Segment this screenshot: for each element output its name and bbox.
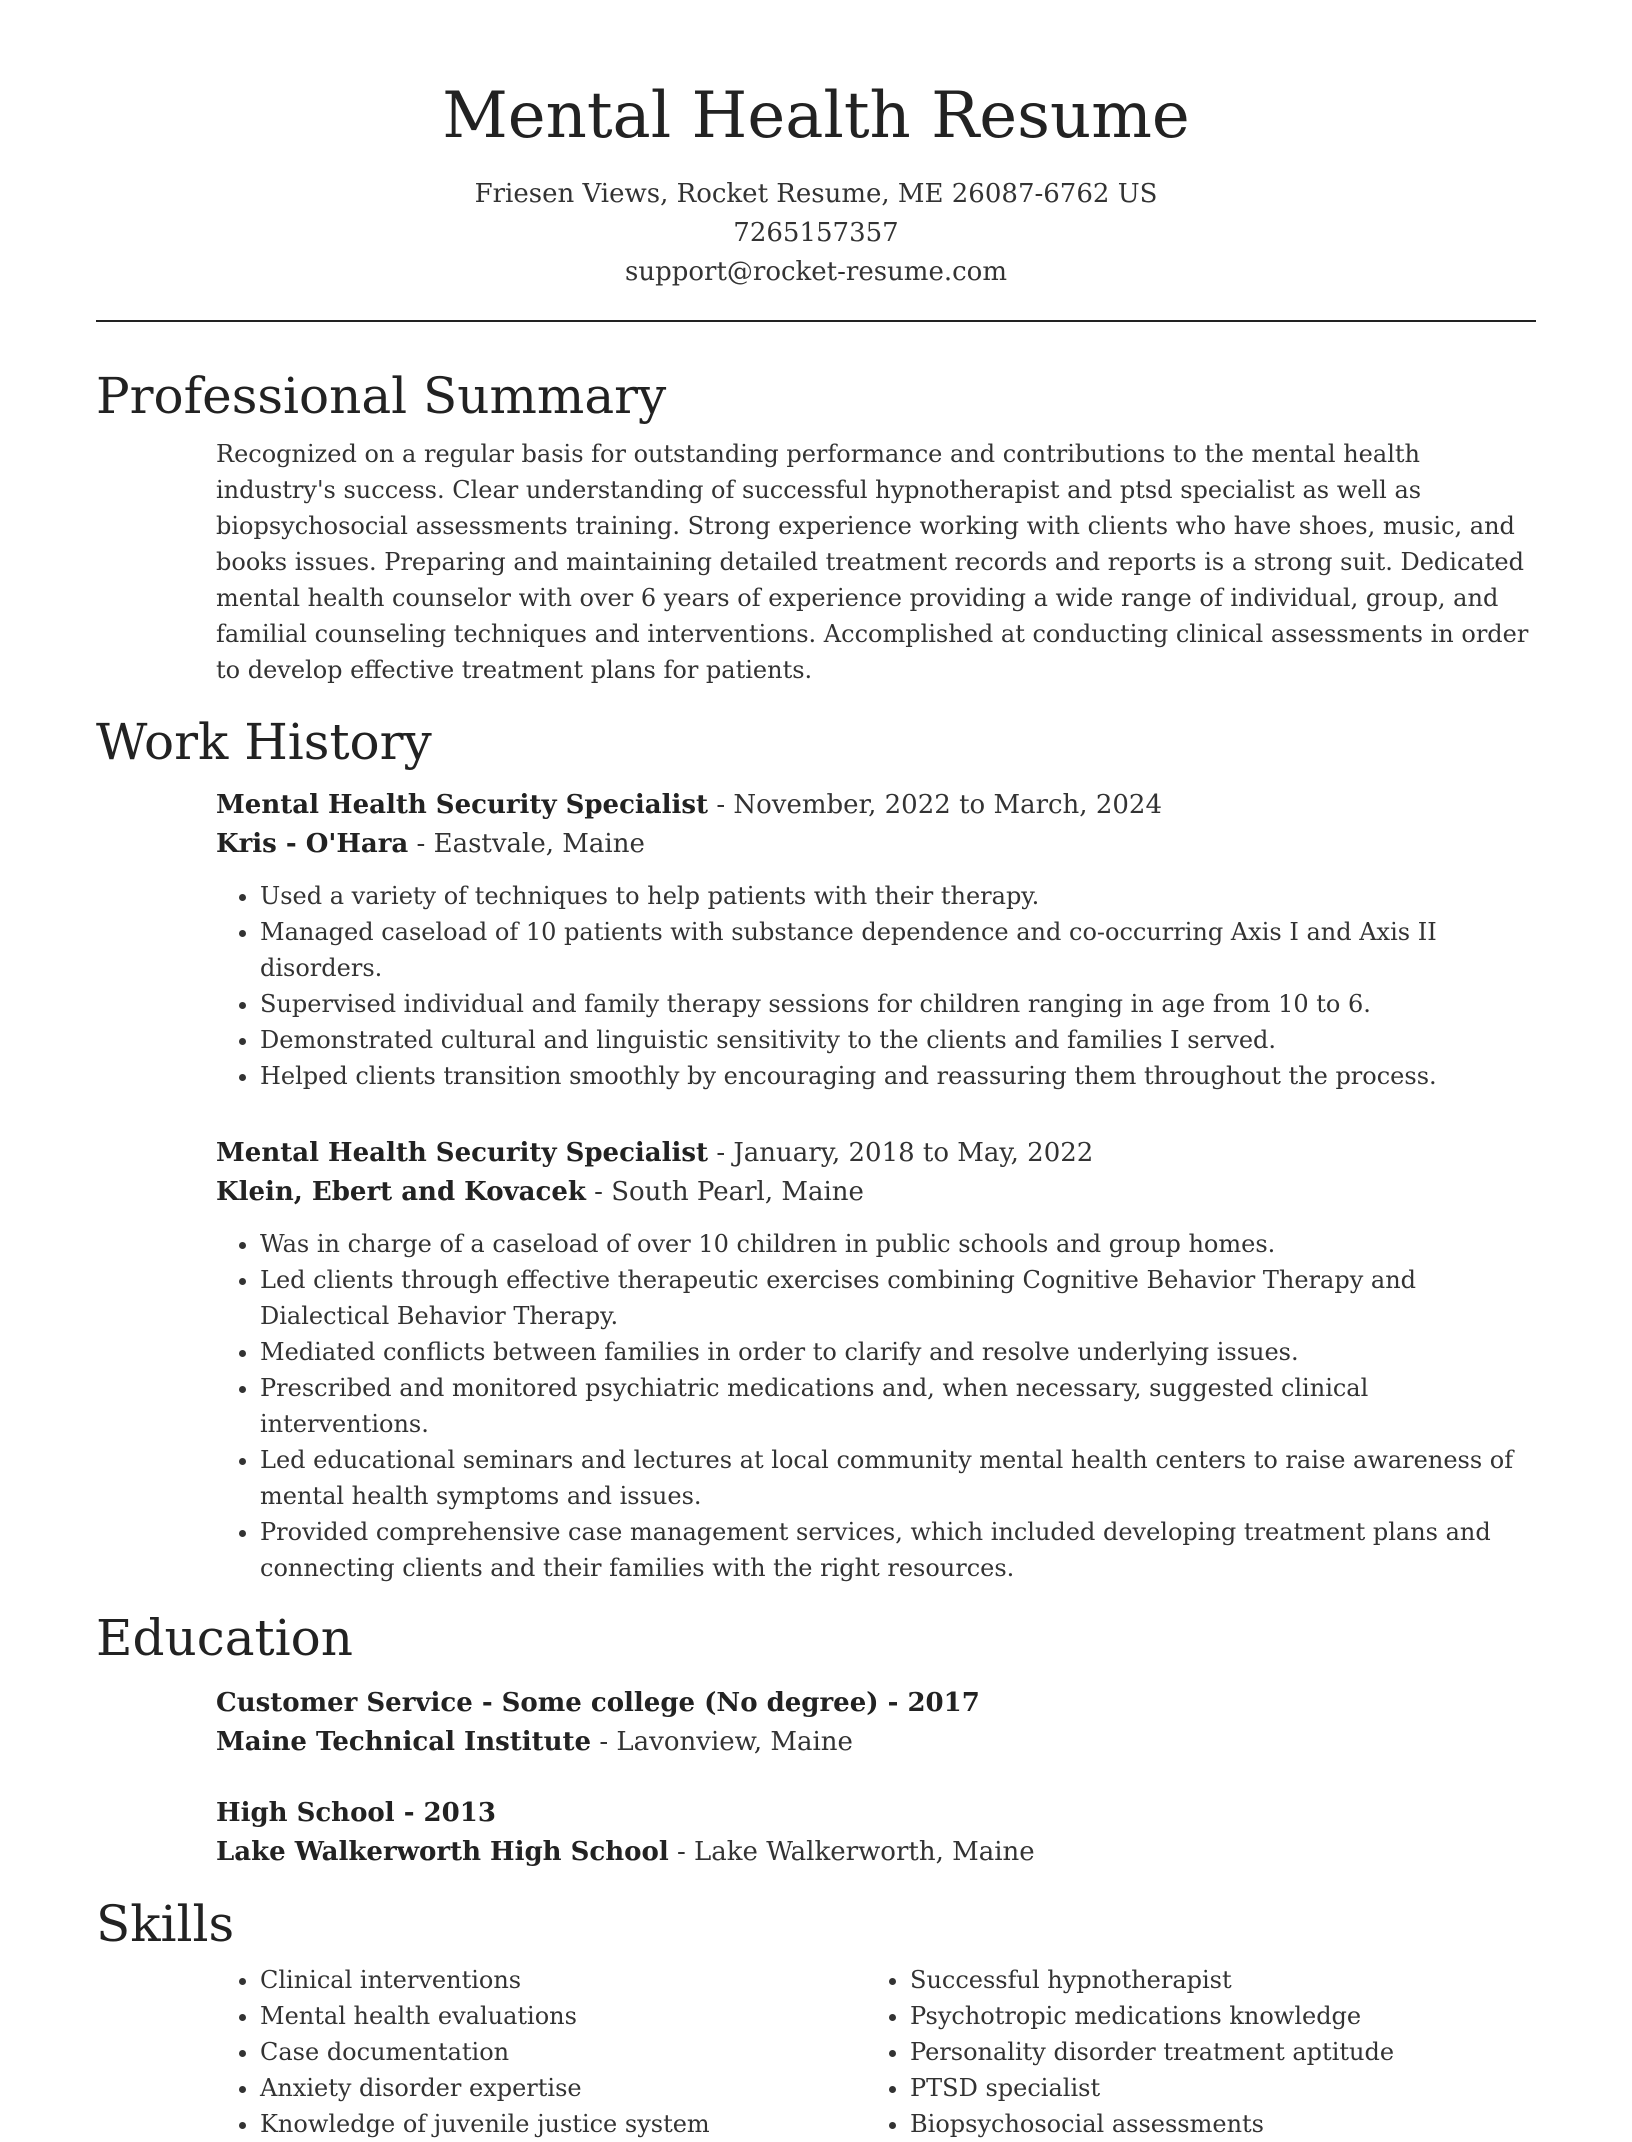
- job-entry: [216, 786, 1536, 1094]
- list-item: • PTSD specialist: [910, 2070, 1516, 2106]
- list-item: • Biopsychosocial assessments: [910, 2106, 1516, 2142]
- list-item: • Used a variety of techniques to help patients with their therapy.: [260, 878, 1536, 914]
- resume-name: Mental Health Resume: [442, 79, 1190, 153]
- job-company: Kris - O'Hara: [216, 828, 409, 859]
- work-history-list: [216, 786, 1536, 1586]
- education-school: Lake Walkerworth High School: [216, 1836, 669, 1867]
- list-item: • Helped clients transition smoothly by encouraging and reassuring them throughout the process.: [260, 1058, 1536, 1094]
- education-location: - Lavonview, Maine: [591, 1726, 853, 1757]
- job-company: Klein, Ebert and Kovacek: [216, 1176, 586, 1207]
- skills-column-right: [866, 1962, 1516, 2142]
- education-school: Maine Technical Institute: [216, 1726, 592, 1757]
- list-item: • Supervised individual and family therapy sessions for children ranging in age from 10 to 6.: [260, 986, 1536, 1022]
- list-item: • Provided comprehensive case management services, which included developing treatment plans and connecting clients and their families with the right resources.: [260, 1514, 1536, 1586]
- list-item: • Mediated conflicts between families in order to clarify and resolve underlying issues.: [260, 1334, 1536, 1370]
- skills-columns: [216, 1962, 1536, 2142]
- section-title-work-history: Work History: [96, 712, 432, 771]
- contact-block: [96, 175, 1536, 292]
- job-role: Mental Health Security Specialist: [216, 789, 709, 820]
- job-bullets: [216, 878, 1536, 1094]
- job-role: Mental Health Security Specialist: [216, 1137, 709, 1168]
- education-entry: [216, 1684, 1536, 1762]
- list-item: • Case documentation: [260, 2034, 866, 2070]
- education-location: - Lake Walkerworth, Maine: [668, 1836, 1035, 1867]
- job-location: - Eastvale, Maine: [408, 828, 645, 859]
- list-item: • Prescribed and monitored psychiatric medications and, when necessary, suggested clinical interventions.: [260, 1370, 1536, 1442]
- education-list: [216, 1684, 1536, 1872]
- job-title-line: [216, 1134, 1536, 1173]
- header-divider: [96, 320, 1536, 322]
- section-title-skills: Skills: [96, 1894, 235, 1953]
- education-school-line: [216, 1723, 1536, 1762]
- job-company-line: [216, 1173, 1536, 1212]
- section-title-education: Education: [96, 1608, 353, 1667]
- list-item: • Was in charge of a caseload of over 10 children in public schools and group homes.: [260, 1226, 1536, 1262]
- job-dates: - January, 2018 to May, 2022: [708, 1137, 1094, 1168]
- job-bullets: [216, 1226, 1536, 1586]
- skills-list-right: [866, 1962, 1516, 2142]
- list-item: • Successful hypnotherapist: [910, 1962, 1516, 1998]
- list-item: • Personality disorder treatment aptitude: [910, 2034, 1516, 2070]
- list-item: • Led educational seminars and lectures at local community mental health centers to raise awareness of mental health symptoms and issues.: [260, 1442, 1536, 1514]
- list-item: • Managed caseload of 10 patients with substance dependence and co-occurring Axis I and Axis II disorders.: [260, 914, 1536, 986]
- job-location: - South Pearl, Maine: [585, 1176, 864, 1207]
- summary-text: Recognized on a regular basis for outstanding performance and contributions to the mental health industry's success. Clear understanding of successful hypnotherapist and ptsd specialist as well as biopsychosocial assessments training. Strong experience working with clients who have shoes, music, and books issues. Preparing and maintaining detailed treatment records and reports is a strong suit. Dedicated mental health counselor with over 6 years of experience providing a wide range of individual, group, and familial counseling techniques and interventions. Accomplished at conducting clinical assessments in order to develop effective treatment plans for patients.: [216, 439, 1529, 684]
- job-entry: [216, 1134, 1536, 1586]
- list-item: • Led clients through effective therapeutic exercises combining Cognitive Behavior Therapy and Dialectical Behavior Therapy.: [260, 1262, 1536, 1334]
- resume-header: [96, 78, 1536, 292]
- list-item: • Demonstrated cultural and linguistic sensitivity to the clients and families I served.: [260, 1022, 1536, 1058]
- skills-list-left: [216, 1962, 866, 2142]
- list-item: • Psychotropic medications knowledge: [910, 1998, 1516, 2034]
- list-item: • Clinical interventions: [260, 1962, 866, 1998]
- list-item: • Anxiety disorder expertise: [260, 2070, 866, 2106]
- job-title-line: [216, 786, 1536, 825]
- contact-email: support@rocket-resume.com: [624, 256, 1007, 287]
- list-item: • Knowledge of juvenile justice system: [260, 2106, 866, 2142]
- contact-phone: 7265157357: [733, 217, 899, 248]
- contact-address: Friesen Views, Rocket Resume, ME 26087-6762 US: [474, 178, 1158, 209]
- education-entry: [216, 1794, 1536, 1872]
- job-dates: - November, 2022 to March, 2024: [708, 789, 1162, 820]
- skills-column-left: [216, 1962, 866, 2142]
- section-title-summary: Professional Summary: [96, 366, 667, 425]
- resume-page: [96, 78, 1536, 2142]
- job-company-line: [216, 825, 1536, 864]
- education-school-line: [216, 1833, 1536, 1872]
- education-degree: High School - 2013: [216, 1797, 496, 1828]
- education-degree: Customer Service - Some college (No degree) - 2017: [216, 1687, 980, 1718]
- list-item: • Mental health evaluations: [260, 1998, 866, 2034]
